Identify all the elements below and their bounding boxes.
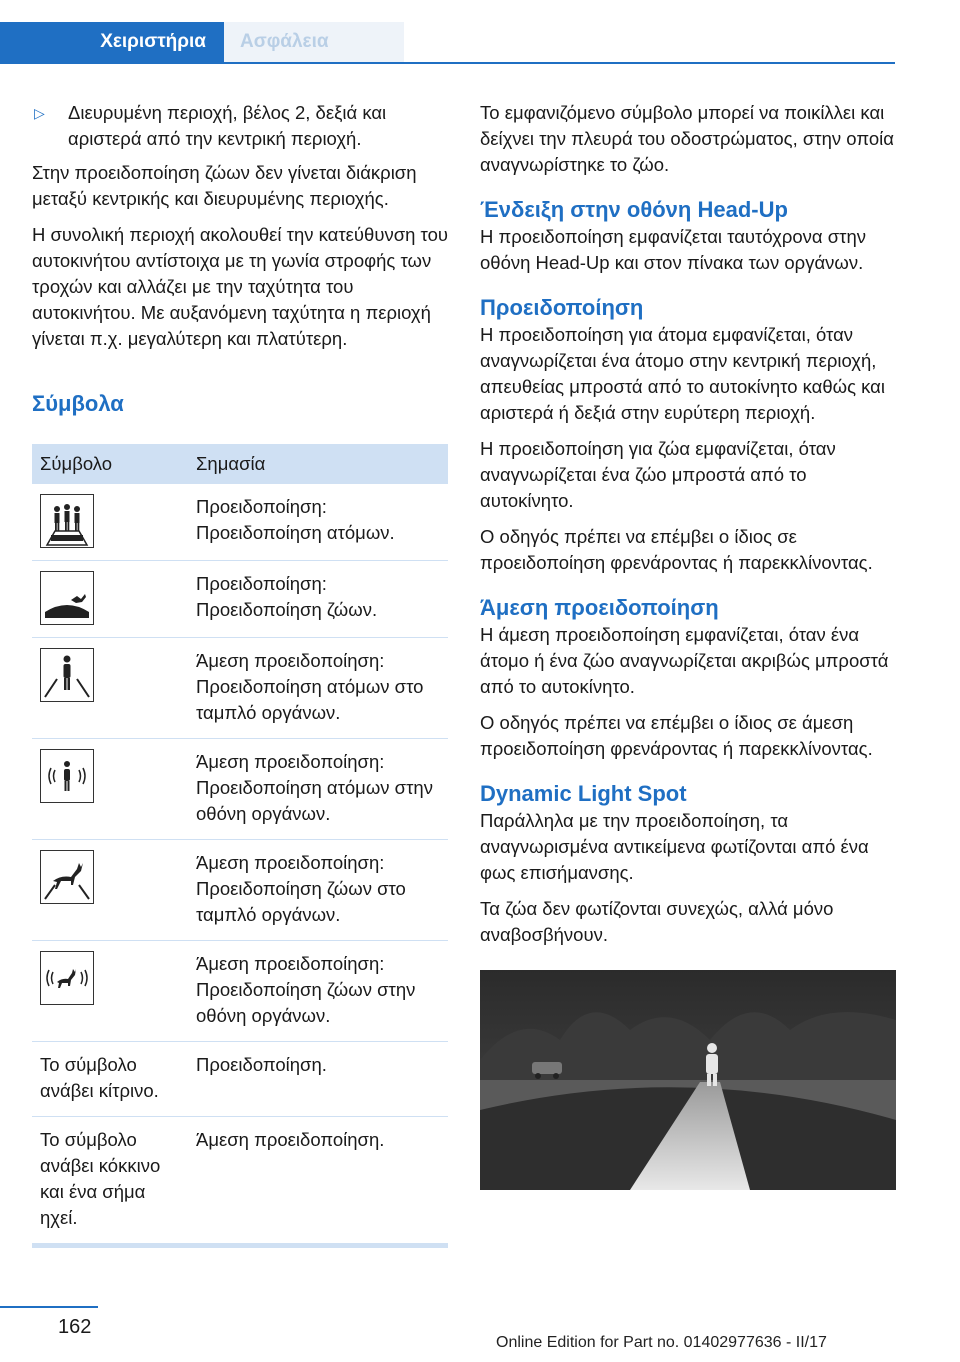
triangle-bullet-icon: ▷ (34, 105, 45, 121)
bullet-item (32, 100, 448, 152)
section-heading-dynamic-light-spot: Dynamic Light Spot (480, 781, 687, 806)
table-row (32, 484, 448, 561)
meaning-cell: Άμεση προειδοποίηση: Προειδοποίηση ζώων στο ταμπλό οργάνων. (188, 840, 448, 941)
page-number: 162 (58, 1316, 92, 1338)
section-heading-symbols: Σύμβολα (32, 391, 124, 416)
right-column (480, 100, 898, 1190)
tab-safety[interactable]: Ασφάλεια (224, 22, 404, 62)
paragraph: Στην προειδοποίηση ζώων δεν γίνεται διάκριση μεταξύ κεντρικής και διευρυμένης περιοχής. (32, 162, 417, 209)
paragraph: Ο οδηγός πρέπει να επέμβει ο ίδιος σε προειδοποίηση φρενάροντας ή παρεκκλίνοντας. (480, 526, 873, 573)
meaning-cell: Άμεση προειδοποίηση. (188, 1117, 448, 1246)
deer-sound-icon (40, 951, 94, 1005)
pedestrian-immediate-icon (40, 648, 94, 702)
meaning-cell: Άμεση προειδοποίηση: Προειδοποίηση ατόμων στην οθόνη οργάνων. (188, 739, 448, 840)
paragraph: Η άμεση προειδοποίηση εμφανίζεται, όταν ένα άτομο ή ένα ζώο αναγνωρίζεται ακριβώς μπροστά από το αυτοκίνητο. (480, 624, 889, 697)
paragraph: Τα ζώα δεν φωτίζονται συνεχώς, αλλά μόνο αναβοσβήνουν. (480, 898, 834, 945)
column-header-meaning: Σημασία (188, 444, 448, 484)
symbol-cell: Το σύμβολο ανάβει κόκκινο και ένα σήμα ηχεί. (32, 1117, 188, 1246)
paragraph: Παράλληλα με την προειδοποίηση, τα αναγνωρισμένα αντικείμενα φωτίζονται από ένα φως επισήμανσης. (480, 810, 869, 883)
table-row (32, 561, 448, 638)
paragraph: Η προειδοποίηση εμφανίζεται ταυτόχρονα στην οθόνη Head-Up και στον πίνακα των οργάνων. (480, 226, 866, 273)
paragraph: Ο οδηγός πρέπει να επέμβει ο ίδιος σε άμεση προειδοποίηση φρενάροντας ή παρεκκλίνοντας. (480, 712, 873, 759)
table-row (32, 1042, 448, 1117)
table-row (32, 638, 448, 739)
table-row (32, 840, 448, 941)
bullet-text: Διευρυμένη περιοχή, βέλος 2, δεξιά και αριστερά από την κεντρική περιοχή. (68, 102, 387, 149)
paragraph: Το εμφανιζόμενο σύμβολο μπορεί να ποικίλλει και δείχνει την πλευρά του οδοστρώματος, στην οποία αναγνωρίστηκε το ζώο. (480, 102, 894, 175)
meaning-cell: Προειδοποίηση: Προειδοποίηση ατόμων. (188, 484, 448, 561)
section-heading-warning: Προειδοποίηση (480, 295, 644, 320)
section-heading-head-up: Ένδειξη στην οθόνη Head-Up (480, 197, 788, 222)
footer-rule (0, 1306, 98, 1308)
symbol-cell: Το σύμβολο ανάβει κίτρινο. (32, 1042, 188, 1117)
column-header-symbol: Σύμβολο (32, 444, 188, 484)
paragraph: Η συνολική περιοχή ακολουθεί την κατεύθυνση του αυτοκινήτου αντίστοιχα με τη γωνία στροφής των τροχών και αλλάζει με την ταχύτητα του αυτοκινήτου. Με αυξανόμενη ταχύτητα η περιοχή γίνεται π.χ. μεγαλύτερη και πλατύτερη. (32, 224, 448, 349)
meaning-cell: Προειδοποίηση: Προειδοποίηση ζώων. (188, 561, 448, 638)
meaning-cell: Προειδοποίηση. (188, 1042, 448, 1117)
table-row (32, 739, 448, 840)
table-header-row (32, 444, 448, 484)
header-tabs (0, 22, 895, 64)
paragraph: Η προειδοποίηση για ζώα εμφανίζεται, όταν αναγνωρίζεται ένα ζώο μπροστά από το αυτοκίνητο. (480, 438, 836, 511)
pedestrian-sound-icon (40, 749, 94, 803)
night-road-photo (480, 970, 896, 1190)
edition-note: Online Edition for Part no. 01402977636 - II/17 (496, 1334, 827, 1351)
left-column (32, 100, 448, 1248)
pedestrians-warning-icon (40, 494, 94, 548)
section-heading-immediate-warning: Άμεση προειδοποίηση (480, 595, 719, 620)
deer-immediate-icon (40, 850, 94, 904)
animal-warning-icon (40, 571, 94, 625)
table-row (32, 1117, 448, 1246)
meaning-cell: Άμεση προειδοποίηση: Προειδοποίηση ζώων στην οθόνη οργάνων. (188, 941, 448, 1042)
symbols-table (32, 444, 448, 1248)
paragraph: Η προειδοποίηση για άτομα εμφανίζεται, όταν αναγνωρίζεται ένα άτομο στην κεντρική περιοχή, απευθείας μπροστά από το αυτοκίνητο καθώς και αριστερά ή δεξιά στην ευρύτερη περιοχή. (480, 324, 885, 423)
meaning-cell: Άμεση προειδοποίηση: Προειδοποίηση ατόμων στο ταμπλό οργάνων. (188, 638, 448, 739)
tab-controls[interactable]: Χειριστήρια (0, 22, 224, 62)
table-row (32, 941, 448, 1042)
